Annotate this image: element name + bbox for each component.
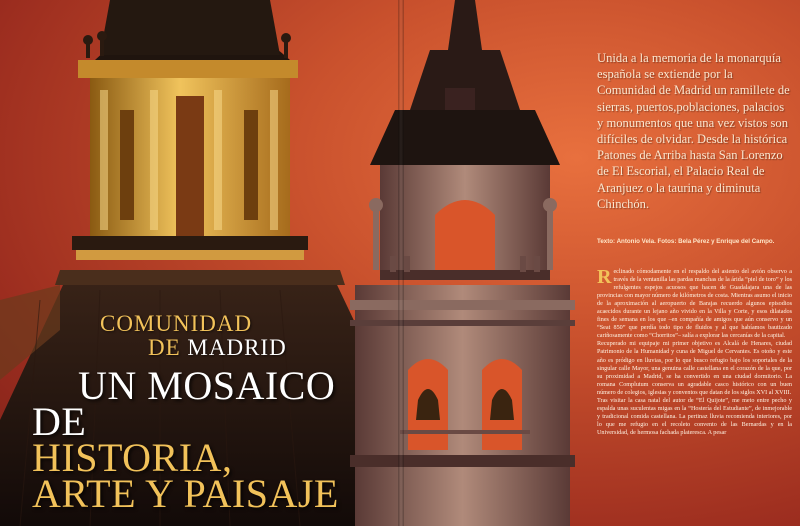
author-credits: Texto: Antonio Vela. Fotos: Bela Pérez y Enrique del Campo. (597, 238, 775, 245)
headline-line-3: ARTE Y PAISAJE (32, 471, 339, 516)
intro-paragraph: Unida a la memoria de la monarquía española se extiende por la Comunidad de Madrid un ramillete de sierras, puertos,poblaciones, palacios y monumentos que una vez vistos son difíciles de olvidar. Desde la histórica Patones de Arriba hasta San Lorenzo de El Escorial, el Palacio Real de Aranjuez o la taurina y diminuta Chinchón. (597, 51, 790, 211)
kicker-line-2-highlight: MADRID (187, 335, 287, 360)
body-paragraph-1-text: eclinado cómodamente en el respaldo del asiento del avión observo a través de la ventanilla las pardas manchas de la árida “piel de toro” y los refulgentes espejos acuosos que hacen de Guadalajara una de las provincias con mayor número de kilómetros de costa. Mientras asumo el inicio de la aproximación al aeropuerto de Barajas recuerdo algunos episodios acaecidos durante un lejano año vivido en la Villa y Corte, y esos dilatados fines de semana en los que –en compañía de amigos que aún conservo y un “Seat 850” que perdía todo tipo de fluidos y al que habíamos bautizado cariñosamente como “Chorritos”– salía a explorar las cercanías de la capital. (597, 269, 792, 340)
headline-line-2 (32, 399, 432, 480)
body-paragraph-3: Tras visitar la casa natal del autor de “El Quijote”, me meto entre pecho y espalda unas suculentas migas en la “Hostería del Estudiante”, de inmejorable y tradicional comida castellana. La pertinaz lluvia recomienda interiores, por lo que me refugio en el recoleto convento de las Bernardas y en la Universidad, de hermosa fachada plateresca. A pesar (597, 397, 792, 436)
kicker-line-2-prefix: DE (148, 335, 188, 360)
headline-line-2-prefix: DE (32, 399, 87, 444)
headline-line-2-highlight: HISTORIA, (32, 435, 233, 480)
region-kicker (100, 312, 400, 360)
kicker-line-1: COMUNIDAD (100, 311, 253, 336)
article-body (597, 268, 792, 526)
kicker-line-2 (100, 336, 400, 360)
drop-cap: R (597, 268, 612, 288)
body-paragraph-2: Recuperado mi equipaje mi primer objetivo es Alcalá de Henares, ciudad Patrimonio de la Humanidad y cuna de Miguel de Cervantes. Es otoño y este año es pródigo en lluvias, por lo que busco refugio bajo los soportales de la singular calle Mayor, una genuina calle castellana en el corazón de la que, por su proximidad a Madrid, se ha convertido en una ciudad dormitorio. La romana Complutum conserva un agradable casco histórico con un buen número de colegios, iglesias y conventos que datan de los siglos XVI al XVIII. (597, 341, 792, 396)
main-headline (32, 363, 432, 516)
headline-line-1: UN MOSAICO (78, 363, 336, 408)
body-paragraph-1 (597, 268, 792, 340)
